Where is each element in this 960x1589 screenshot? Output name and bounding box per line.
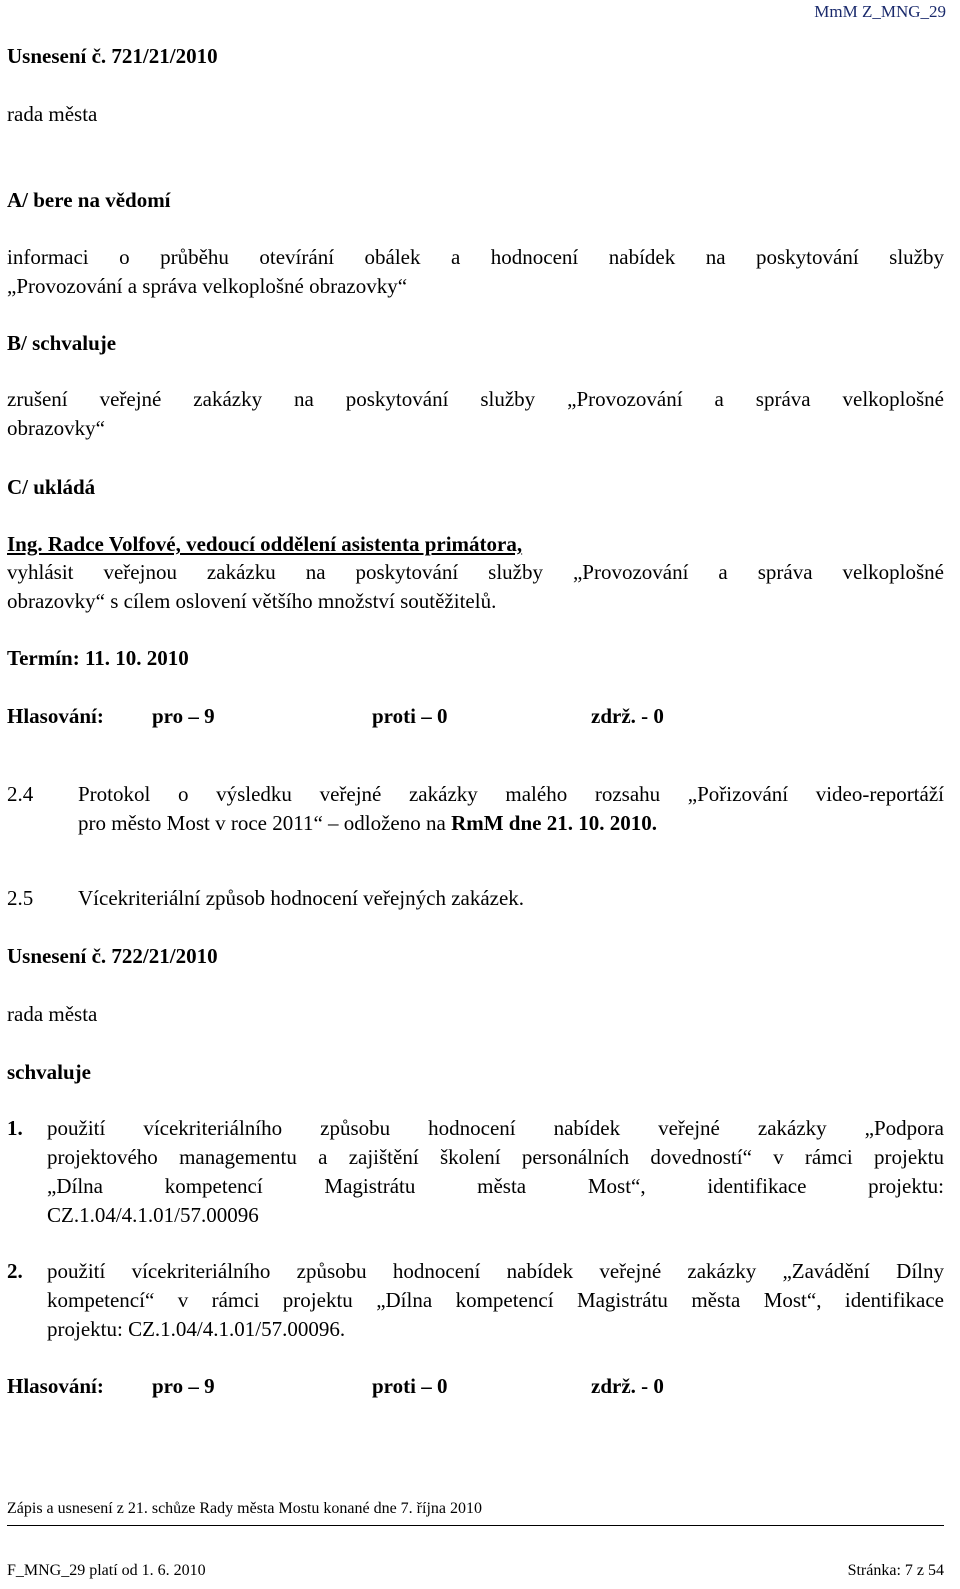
section-b-heading: B/ schvaluje bbox=[7, 331, 117, 355]
resolution-body: rada města bbox=[7, 1002, 98, 1026]
section-a-text bbox=[7, 243, 944, 301]
item-text bbox=[78, 780, 944, 838]
item-number: 2.5 bbox=[7, 886, 34, 910]
footer-divider bbox=[7, 1525, 944, 1526]
list-line: kompetencí“ v rámci projektu „Dílna kompetencí Magistrátu města Most“, identifikace bbox=[47, 1288, 944, 1312]
vote-pro: pro – 9 bbox=[152, 704, 215, 728]
responsible-person: Ing. Radce Volfové, vedoucí oddělení asistenta primátora, bbox=[7, 532, 523, 556]
item-line: Protokol o výsledku veřejné zakázky malého rozsahu „Pořizování video-reportáží bbox=[78, 782, 944, 806]
vote-abstain: zdrž. - 0 bbox=[591, 704, 664, 728]
item-line bbox=[78, 809, 944, 838]
list-number: 1. bbox=[7, 1116, 23, 1140]
section-a-line: „Provozování a správa velkoplošné obrazovky“ bbox=[7, 274, 408, 298]
footer-meeting: Zápis a usnesení z 21. schůze Rady města Mostu konané dne 7. října 2010 bbox=[7, 1500, 482, 1517]
resolution-verb: schvaluje bbox=[7, 1060, 91, 1084]
vote-abstain: zdrž. - 0 bbox=[591, 1374, 664, 1398]
section-c-line: vyhlásit veřejnou zakázku na poskytování služby „Provozování a správa velkoplošné bbox=[7, 560, 944, 584]
footer-page-number: Stránka: 7 z 54 bbox=[847, 1562, 944, 1579]
list-line: použití vícekriteriálního způsobu hodnocení nabídek veřejné zakázky „Zavádění Dílny bbox=[47, 1259, 944, 1283]
list-item bbox=[7, 1257, 944, 1344]
footer-validity: F_MNG_29 platí od 1. 6. 2010 bbox=[7, 1562, 206, 1579]
list-number: 2. bbox=[7, 1259, 23, 1283]
vote-proti: proti – 0 bbox=[372, 1374, 448, 1398]
section-b-line: obrazovky“ bbox=[7, 416, 105, 440]
item-postponed-date: RmM dne 21. 10. 2010. bbox=[451, 811, 657, 835]
section-a-heading: A/ bere na vědomí bbox=[7, 188, 171, 212]
list-line: „Dílna kompetencí Magistrátu města Most“, identifikace projektu: bbox=[47, 1174, 944, 1198]
vote-proti: proti – 0 bbox=[372, 704, 448, 728]
vote-pro: pro – 9 bbox=[152, 1374, 215, 1398]
section-b-line: zrušení veřejné zakázky na poskytování služby „Provozování a správa velkoplošné bbox=[7, 387, 944, 411]
vote-label: Hlasování: bbox=[7, 704, 104, 728]
resolution-body: rada města bbox=[7, 102, 98, 126]
section-c-text bbox=[7, 558, 944, 616]
deadline: Termín: 11. 10. 2010 bbox=[7, 646, 189, 670]
resolution-title: Usnesení č. 722/21/2010 bbox=[7, 944, 218, 968]
section-a-line: informaci o průběhu otevírání obálek a hodnocení nabídek na poskytování služby bbox=[7, 245, 944, 269]
vote-label: Hlasování: bbox=[7, 1374, 104, 1398]
list-line: použití vícekriteriálního způsobu hodnocení nabídek veřejné zakázky „Podpora bbox=[47, 1116, 944, 1140]
item-number: 2.4 bbox=[7, 782, 34, 806]
list-line: CZ.1.04/4.1.01/57.00096 bbox=[47, 1203, 259, 1227]
list-item bbox=[7, 1114, 944, 1230]
document-code: MmM Z_MNG_29 bbox=[814, 2, 946, 21]
section-c-heading: C/ ukládá bbox=[7, 475, 96, 499]
resolution-title: Usnesení č. 721/21/2010 bbox=[7, 44, 218, 68]
list-line: projektu: CZ.1.04/4.1.01/57.00096. bbox=[47, 1317, 346, 1341]
item-text: Vícekriteriální způsob hodnocení veřejných zakázek. bbox=[78, 886, 525, 910]
list-line: projektového managementu a zajištění školení personálních dovedností“ v rámci projektu bbox=[47, 1145, 944, 1169]
section-c-line: obrazovky“ s cílem oslovení většího množství soutěžitelů. bbox=[7, 589, 497, 613]
item-line-start: pro město Most v roce 2011“ – odloženo na bbox=[78, 811, 452, 835]
section-b-text bbox=[7, 385, 944, 443]
